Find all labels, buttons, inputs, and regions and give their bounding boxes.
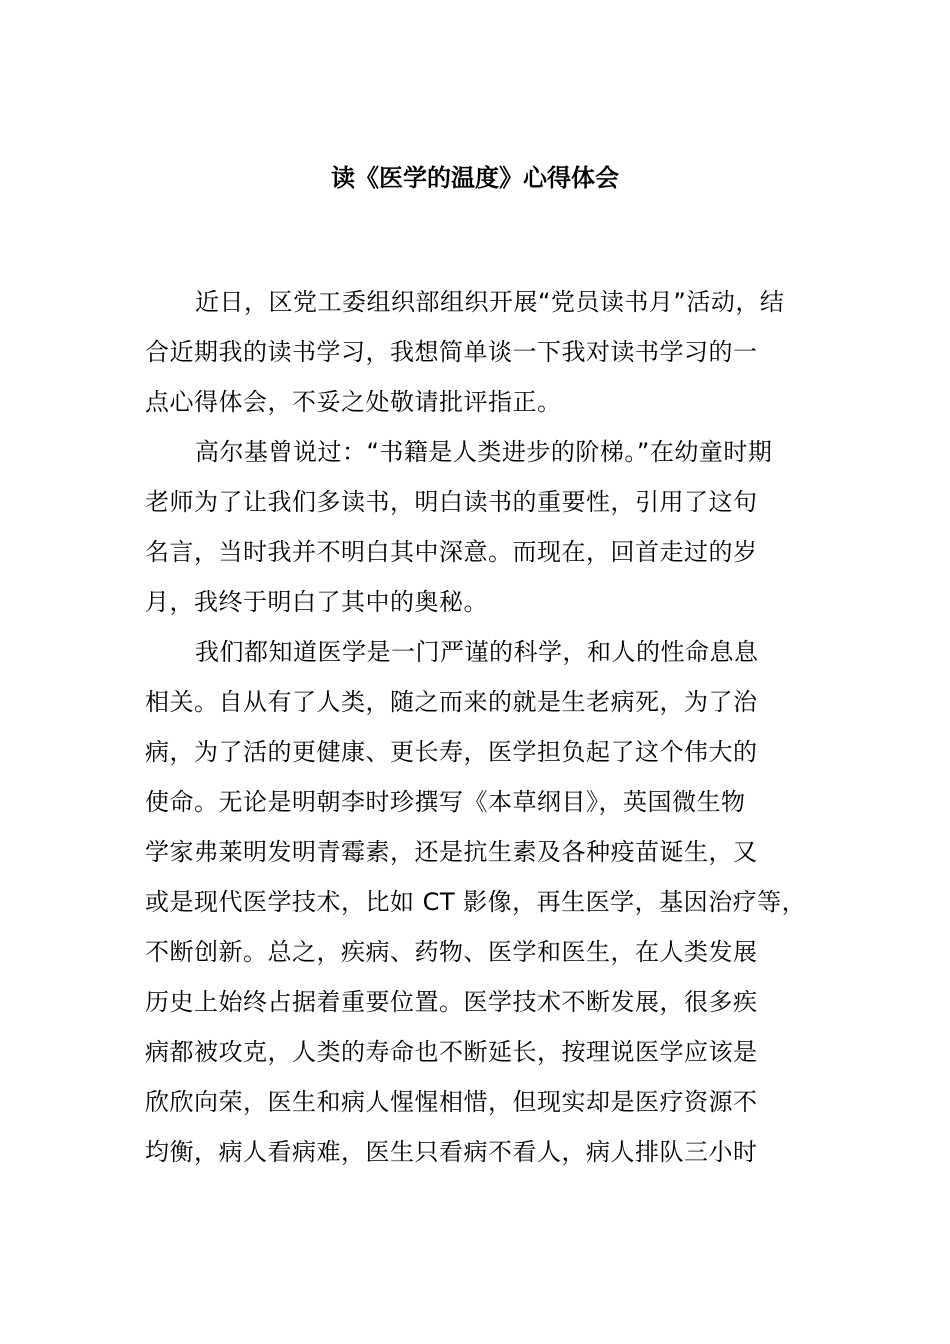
text-line: 不断创新。总之，疾病、药物、医学和医生，在人类发展 xyxy=(145,938,758,966)
text-line: 我们都知道医学是一门严谨的科学，和人的性命息息 xyxy=(195,638,759,666)
text-line: 近日，区党工委组织部组织开展“党员读书月”活动，结 xyxy=(195,288,785,316)
text-line: 相关。自从有了人类，随之而来的就是生老病死，为了治 xyxy=(145,688,758,716)
text-line: 月，我终于明白了其中的奥秘。 xyxy=(145,588,488,616)
text-line: 历史上始终占据着重要位置。医学技术不断发展，很多疾 xyxy=(145,988,758,1016)
text-line: 病都被攻克，人类的寿命也不断延长，按理说医学应该是 xyxy=(145,1038,758,1066)
text-line: 老师为了让我们多读书，明白读书的重要性，引用了这句 xyxy=(145,488,758,516)
text-line: 或是现代医学技术，比如 CT 影像，再生医学，基因治疗等， xyxy=(145,888,807,916)
document-body xyxy=(145,281,835,1181)
text-line: 使命。无论是明朝李时珍撰写《本草纲目》，英国微生物 xyxy=(145,788,746,816)
text-line: 欣欣向荣，医生和病人惺惺相惜，但现实却是医疗资源不 xyxy=(145,1088,758,1116)
text-line: 病，为了活的更健康、更长寿，医学担负起了这个伟大的 xyxy=(145,738,758,766)
text-line: 名言，当时我并不明白其中深意。而现在，回首走过的岁 xyxy=(145,538,758,566)
text-line: 合近期我的读书学习，我想简单谈一下我对读书学习的一 xyxy=(145,338,758,366)
text-line: 学家弗莱明发明青霉素，还是抗生素及各种疫苗诞生，又 xyxy=(145,838,758,866)
text-line: 高尔基曾说过：“书籍是人类进步的阶梯。”在幼童时期 xyxy=(195,438,773,466)
document-title: 读《医学的温度》心得体会 xyxy=(331,164,619,192)
text-line: 点心得体会，不妥之处敬请批评指正。 xyxy=(145,388,562,416)
text-line: 均衡，病人看病难，医生只看病不看人，病人排队三小时 xyxy=(145,1138,758,1166)
